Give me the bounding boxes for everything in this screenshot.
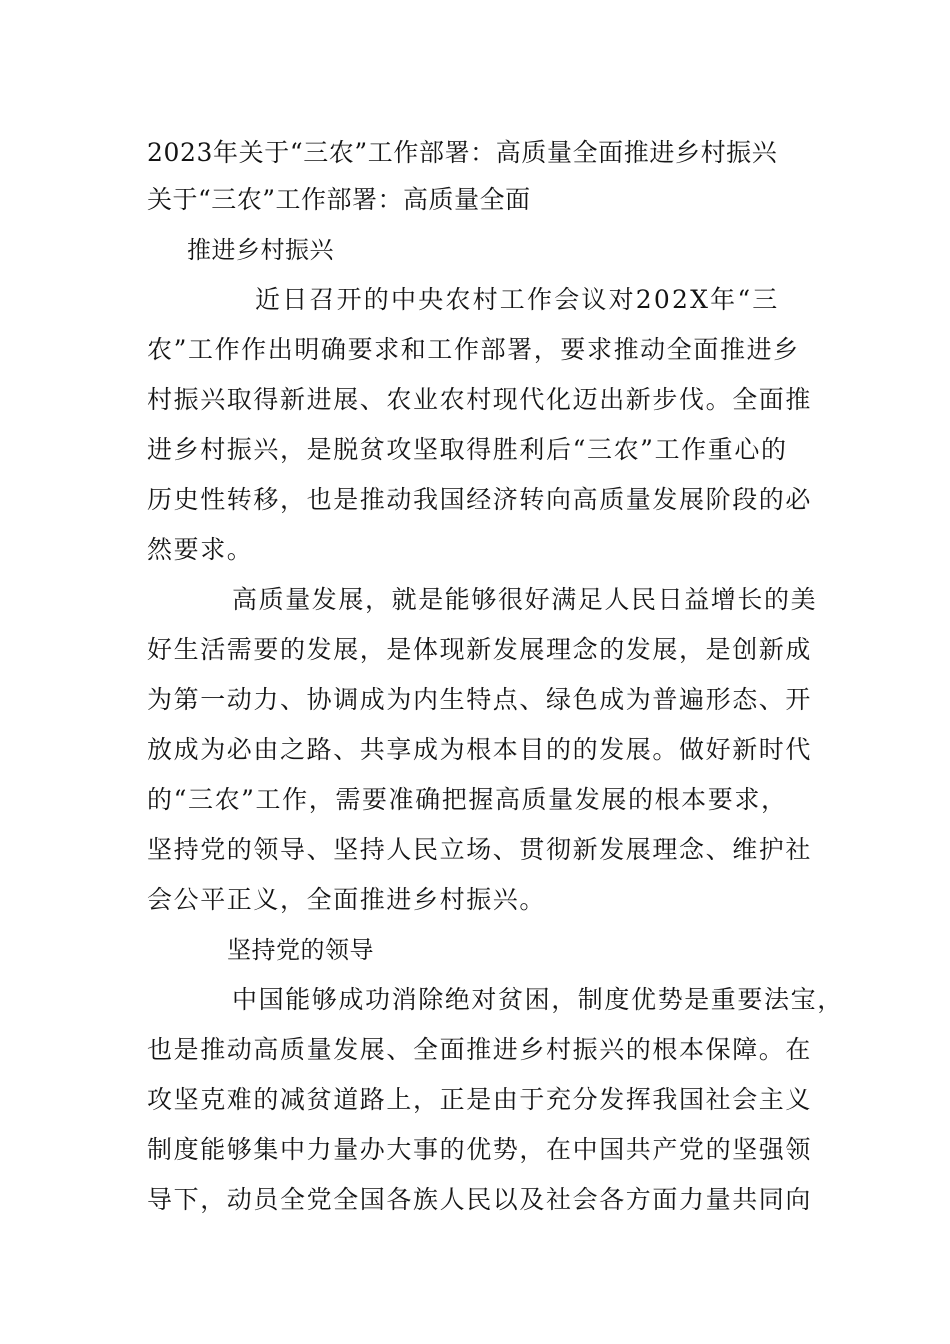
- paragraph3-line-1: 中国能够成功消除绝对贫困，制度优势是重要法宝，: [232, 985, 844, 1014]
- document-title-line-3: 推进乡村振兴: [187, 236, 334, 264]
- paragraph1-line-1: 近日召开的中央农村工作会议对202X年“三: [255, 285, 780, 314]
- paragraph2-line-6: 坚持党的领导、坚持人民立场、贯彻新发展理念、维护社: [147, 835, 813, 864]
- paragraph2-line-1: 高质量发展，就是能够很好满足人民日益增长的美: [232, 585, 818, 614]
- paragraph1-line-2: 农”工作作出明确要求和工作部署，要求推动全面推进乡: [147, 335, 800, 364]
- document-title-line-1: 2023年关于“三农”工作部署：高质量全面推进乡村振兴: [147, 138, 778, 167]
- paragraph2-line-7: 会公平正义，全面推进乡村振兴。: [147, 885, 547, 914]
- paragraph3-line-4: 制度能够集中力量办大事的优势，在中国共产党的坚强领: [147, 1135, 813, 1164]
- paragraph1-line-3: 村振兴取得新进展、农业农村现代化迈出新步伐。全面推: [147, 385, 813, 414]
- paragraph3-line-2: 也是推动高质量发展、全面推进乡村振兴的根本保障。在: [147, 1035, 813, 1064]
- paragraph3-line-3: 攻坚克难的减贫道路上，正是由于充分发挥我国社会主义: [147, 1085, 813, 1114]
- paragraph3-line-5: 导下，动员全党全国各族人民以及社会各方面力量共同向: [147, 1185, 813, 1214]
- paragraph2-line-4: 放成为必由之路、共享成为根本目的的发展。做好新时代: [147, 735, 813, 764]
- paragraph1-line-6: 然要求。: [147, 535, 254, 564]
- document-title-line-2: 关于“三农”工作部署：高质量全面: [147, 185, 531, 214]
- paragraph1-line-4: 进乡村振兴，是脱贫攻坚取得胜利后“三农”工作重心的: [147, 435, 788, 464]
- paragraph2-line-2: 好生活需要的发展，是体现新发展理念的发展，是创新成: [147, 635, 813, 664]
- paragraph2-line-3: 为第一动力、协调成为内生特点、绿色成为普遍形态、开: [147, 685, 813, 714]
- section-heading: 坚持党的领导: [227, 936, 374, 964]
- paragraph2-line-5: 的“三农”工作，需要准确把握高质量发展的根本要求，: [147, 785, 788, 814]
- paragraph1-line-5: 历史性转移，也是推动我国经济转向高质量发展阶段的必: [147, 485, 813, 514]
